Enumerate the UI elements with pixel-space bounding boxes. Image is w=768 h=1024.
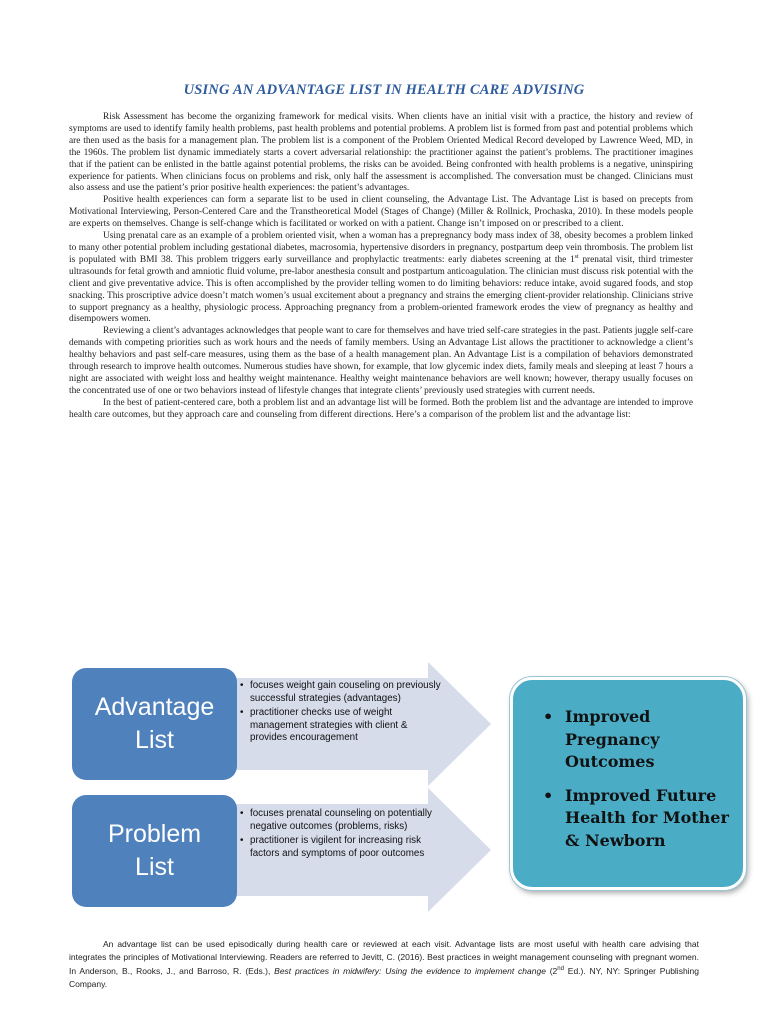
ordinal-suffix: st [574, 253, 579, 260]
outcomes-list [513, 680, 743, 852]
body-text [69, 112, 693, 422]
problem-bullets [240, 808, 445, 862]
caption-text-3: Ed.). NY, NY: Springer Publishing Company. [69, 965, 700, 990]
paragraph-5: In the best of patient-centered care, both a problem list and an advantage list will be formed. Both the problem list and the advantage are intended to improve health care outcomes, but they approach care and counseling from different directions. Here’s a comparison of the problem list and the advantage list: [69, 397, 693, 420]
problem-bullet-1: • focuses prenatal counseling on potentially negative outcomes (problems, risks) [240, 808, 445, 833]
document-title: USING AN ADVANTAGE LIST IN HEALTH CARE ADVISING [183, 82, 585, 98]
caption-book-title: Best practices in midwifery: Using the evidence to implement change [274, 965, 546, 976]
caption-paragraph [69, 938, 699, 992]
outcomes-box [510, 677, 746, 890]
advantage-bullet-1: • focuses weight gain couseling on previously successful strategies (advantages) [240, 680, 445, 705]
paragraph-3-text-b: prenatal visit, third trimester ultrasounds for fetal growth and amniotic fluid volume, pre-labor anesthesia consult and postpartum anticoagulation. The clinician must discuss risk potential with the client and give preventative advice. This is often accomplished by the provider telling women to do limiting behaviors: reduce intake, avoid sugared foods, and stop snacking. This proscriptive advice doesn’t match women’s usual excitement about a pregnancy and strains the emerging client-provider relationship. Clinicians strive to support pregnancy as a healthy, physiologic process. Approaching pregnancy from a problem-oriented framework erodes the view of pregnancy as healthy and disempowers women. [69, 254, 693, 325]
paragraph-3-text-a: Using prenatal care as an example of a problem oriented visit, when a woman has a prepregnancy body mass index of 38, obesity becomes a problem linked to many other potential problem including gestational diabetes, macrosomia, hypertensive disorders in pregnancy, postpartum deep vein thrombosis. The problem list is populated with BMI 38. This problem triggers early surveillance and prophylactic treatments: early diabetes screening at the 1 [69, 231, 693, 265]
advantage-list-box [72, 668, 237, 780]
footnote-caption [69, 938, 699, 992]
paragraph-3 [69, 231, 693, 326]
paragraph-1: Risk Assessment has become the organizing framework for medical visits. When clients have an initial visit with a practice, the history and review of symptoms are used to identify family health problems, past health problems and potential problems. A problem list is formed from past and potential problems which are then used as the basis for a management plan. The problem list is a component of the Problem Oriented Medical Record developed by Lawrence Weed, MD, in the 1960s. The problem list dynamic immediately starts a covert adversarial relationship: the practitioner against the patient’s problems. The practitioner imagines that if the patient can be enlisted in the battle against potential problems, the risks can be avoided. Being confronted with health problems is a negative, uninspiring experience for patients. When clinicians focus on problems and risk, only half the assessment is accomplished. The conversation must be changed. Clinicians must also assess and use the patient’s prior positive health experiences: the patient’s advantages. [69, 112, 693, 194]
advantage-box-line2: List [135, 726, 174, 754]
paragraph-4: Reviewing a client’s advantages acknowledges that people want to care for themselves and have tried self-care strategies in the past. Patients juggle self-care demands with competing priorities such as work hours and the needs of family members. Using an Advantage List allows the practitioner to acknowledge a client’s healthy behaviors and past self-care measures, using them as the base of a health management plan. An Advantage List is a compilation of behaviors demonstrated through research to improve health outcomes. Numerous studies have shown, for example, that low glycemic index diets, family meals and sleeping at least 7 hours a night are associated with weight loss and healthy weight maintenance. Healthy weight maintenance behaviors are well known; however, therapy usually focuses on the concentrated use of one or two behaviors instead of lifestyle changes that integrate clients’ previously used strategies with current needs. [69, 326, 693, 396]
problem-box-line2: List [135, 853, 174, 881]
outcome-item-2: • Improved Future Health for Mother & Newborn [543, 785, 733, 853]
caption-text-2: (2 [545, 965, 558, 976]
outcome-item-1: • Improved Pregnancy Outcomes [543, 706, 733, 774]
problem-list-box [72, 795, 237, 907]
caption-ordinal-suffix: nd [557, 965, 564, 972]
paragraph-2: Positive health experiences can form a separate list to be used in client counseling, the Advantage List. The Advantage List is based on precepts from Motivational Interviewing, Person-Centered Care and the Transtheoretical Model (Stages of Change) (Miller & Rollnick, Prochaska, 2010). In these models people are experts on themselves. Change is self-change which is facilitated or worked on with a patient. Change isn’t imposed on or prescribed to a client. [69, 195, 693, 230]
caption-text-1: An advantage list can be used episodically during health care or reviewed at each visit. Advantage lists are most useful with health care advising that integrates the principles of Motivational Interviewing. Readers are referred to Jevitt, C. (2016). Best practices in weight management counseling with pregnant women. In Anderson, B., Rooks, J., and Barroso, R. (Eds.), [69, 939, 699, 976]
problem-box-line1: Problem [107, 820, 202, 848]
problem-bullet-2: • practitioner is vigilent for increasing risk factors and symptoms of poor outcomes [240, 835, 445, 860]
advantage-bullet-2: • practitioner checks use of weight management strategies with client & provides encouragement [240, 707, 445, 745]
advantage-bullets [240, 680, 445, 747]
advantage-box-line1: Advantage [94, 693, 215, 721]
